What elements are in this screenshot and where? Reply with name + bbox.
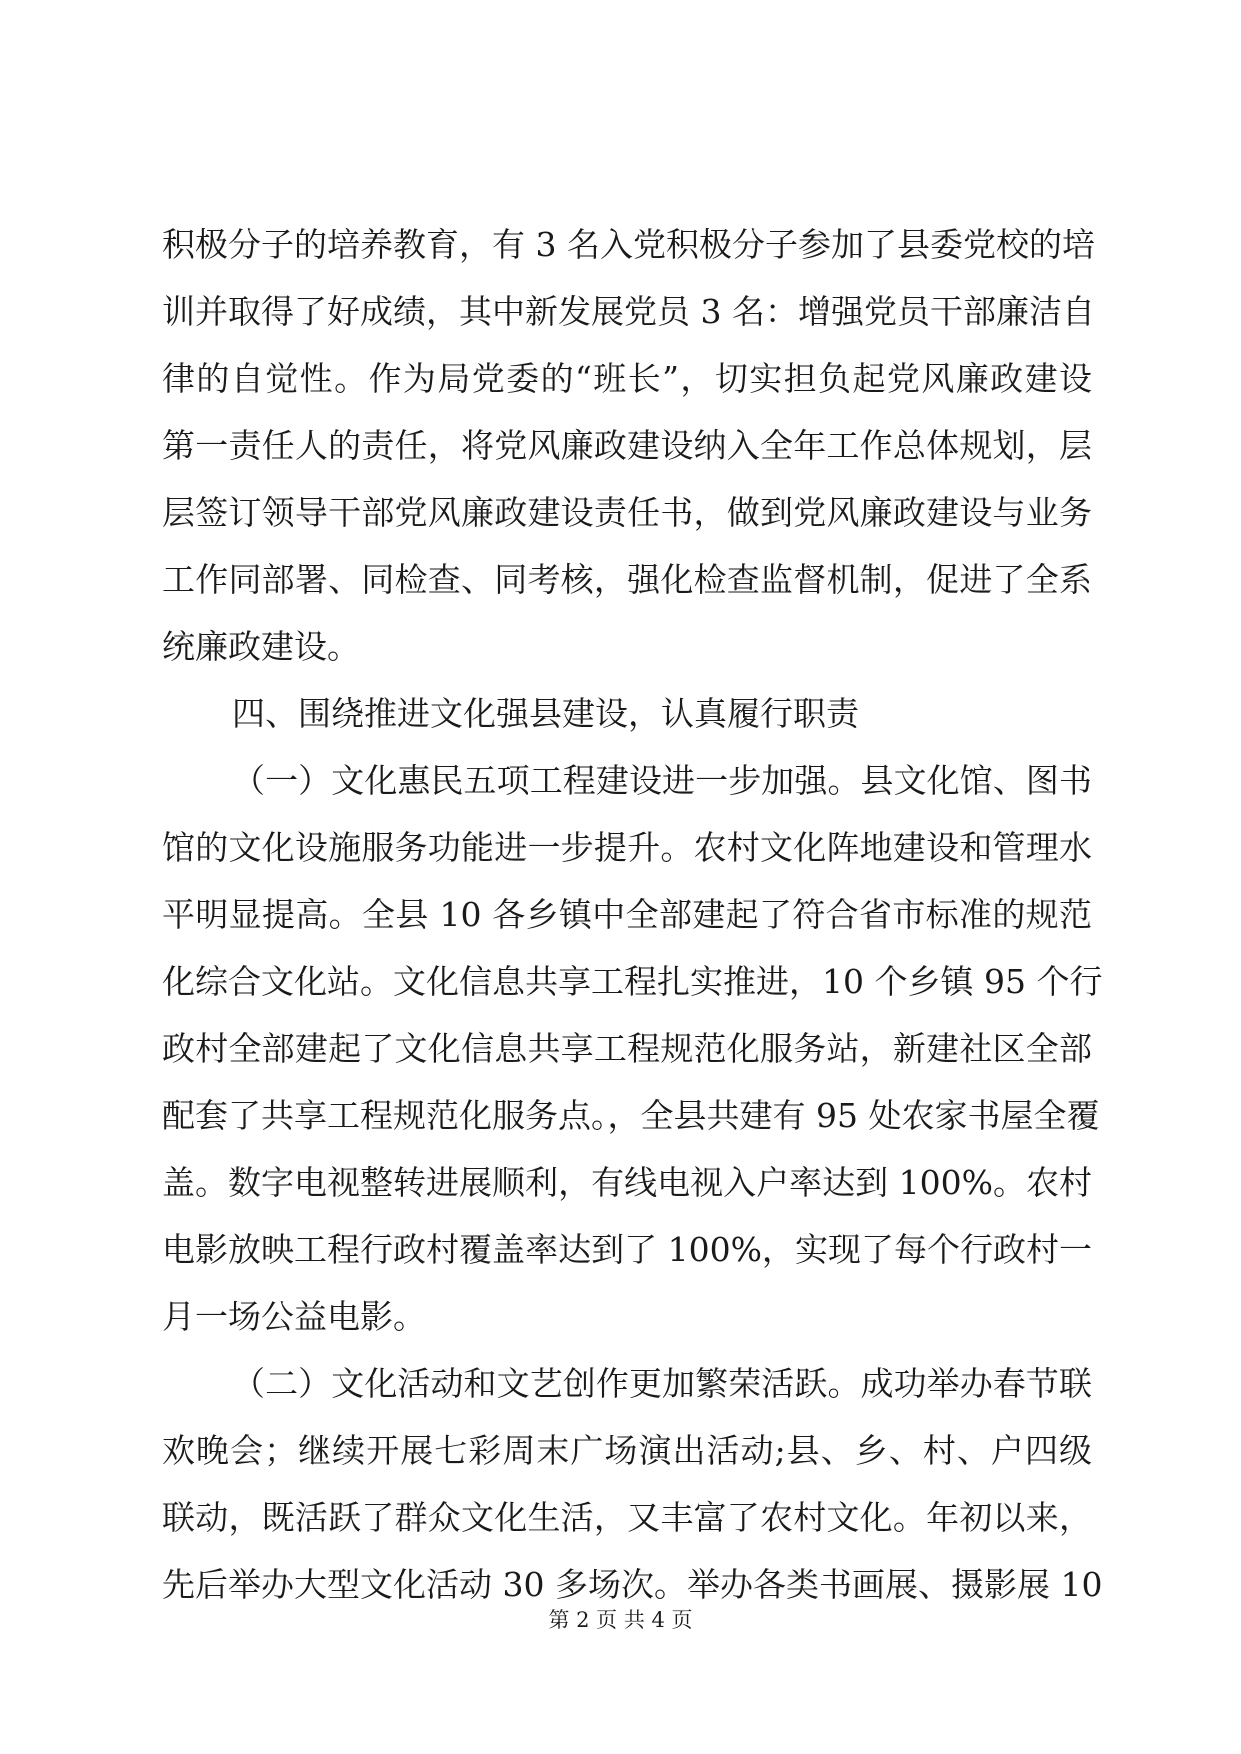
body-text-line: 层签订领导干部党风廉政建设责任书，做到党风廉政建设与业务 (162, 493, 1092, 532)
body-text-line: 政村全部建起了文化信息共享工程规范化服务站，新建社区全部 (162, 1029, 1092, 1068)
section-heading: 四、围绕推进文化强县建设，认真履行职责 (232, 694, 859, 733)
body-text-line: 盖。数字电视整转进展顺利，有线电视入户率达到 100%。农村 (162, 1163, 1092, 1202)
page-footer: 第 2 页 共 4 页 (548, 1608, 693, 1632)
body-text-line: 第一责任人的责任，将党风廉政建设纳入全年工作总体规划，层 (162, 426, 1092, 465)
body-text-line: 月一场公益电影。 (162, 1297, 426, 1336)
body-text-line: 配套了共享工程规范化服务点。，全县共建有 95 处农家书屋全覆 (162, 1096, 1100, 1135)
body-text-line: 馆的文化设施服务功能进一步提升。农村文化阵地建设和管理水 (162, 828, 1092, 867)
body-text-line: 训并取得了好成绩，其中新发展党员 3 名：增强党员干部廉洁自 (162, 292, 1095, 331)
body-text-line: 平明显提高。全县 10 各乡镇中全部建起了符合省市标准的规范 (162, 895, 1092, 934)
body-text-line: 电影放映工程行政村覆盖率达到了 100%，实现了每个行政村一 (162, 1230, 1092, 1269)
body-text-line: 积极分子的培养教育，有 3 名入党积极分子参加了县委党校的培 (162, 225, 1095, 264)
body-text-line: （一）文化惠民五项工程建设进一步加强。县文化馆、图书 (232, 761, 1092, 800)
body-text-line: 欢晚会；继续开展七彩周末广场演出活动;县、乡、村、户四级 (162, 1431, 1092, 1470)
body-text-line: 工作同部署、同检查、同考核，强化检查监督机制，促进了全系 (162, 560, 1092, 599)
body-text-line: 化综合文化站。文化信息共享工程扎实推进，10 个乡镇 95 个行 (162, 962, 1103, 1001)
body-text-line: （二）文化活动和文艺创作更加繁荣活跃。成功举办春节联 (232, 1364, 1092, 1403)
body-text-line: 先后举办大型文化活动 30 多场次。举办各类书画展、摄影展 10 (162, 1565, 1103, 1604)
body-text-line: 联动，既活跃了群众文化生活，又丰富了农村文化。年初以来， (162, 1498, 1092, 1537)
body-text-line: 统廉政建设。 (162, 627, 360, 666)
body-text-line: 律的自觉性。作为局党委的“班长”，切实担负起党风廉政建设 (162, 359, 1092, 398)
